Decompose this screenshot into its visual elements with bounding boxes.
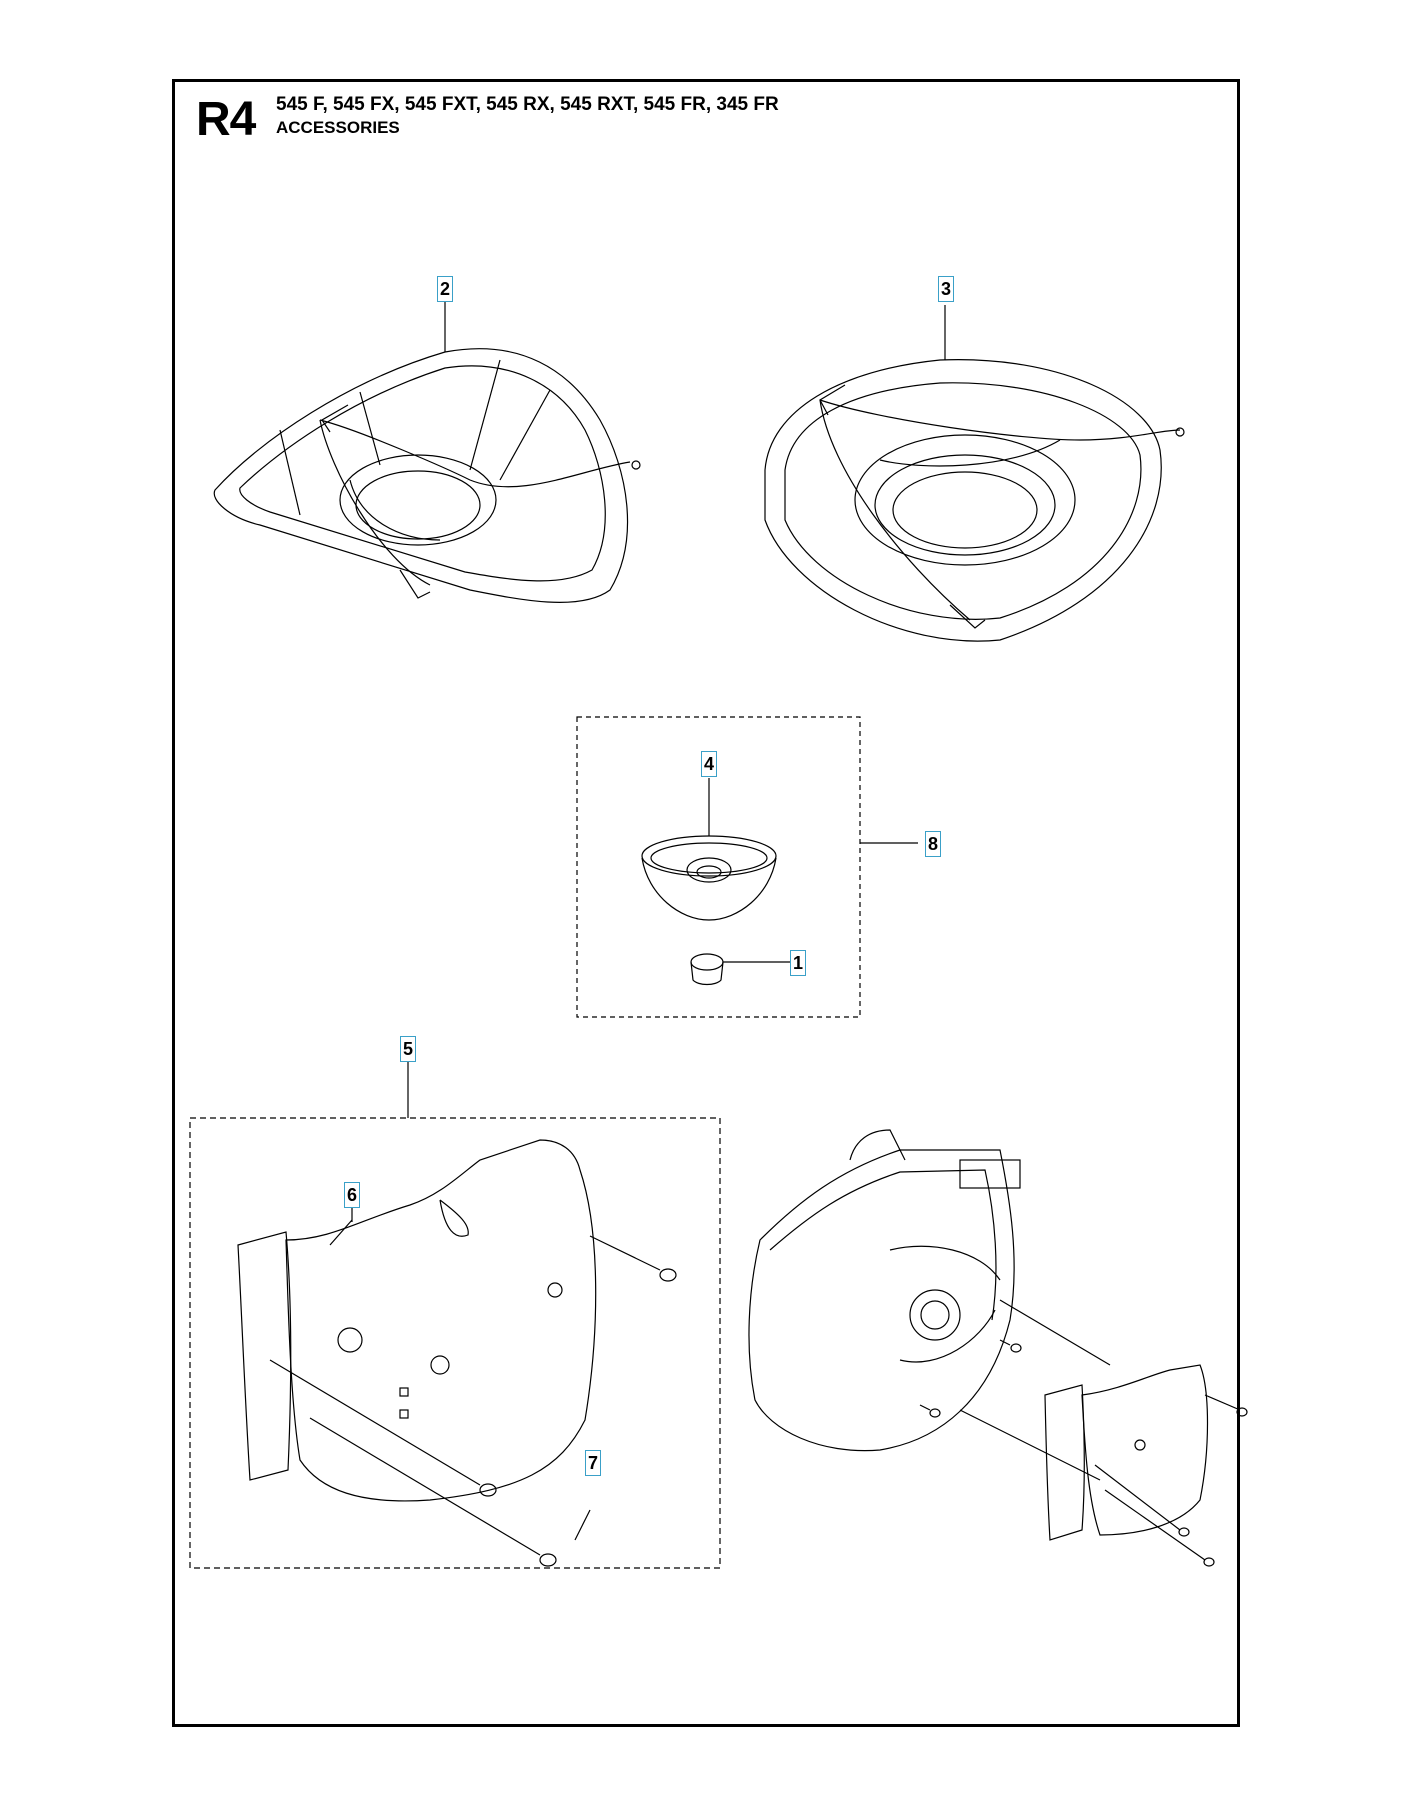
part-4-support-cup <box>642 778 776 920</box>
callout-5: 5 <box>400 1036 416 1062</box>
part-3-trimmer-guard <box>765 305 1184 641</box>
callout-2: 2 <box>437 276 453 302</box>
callout-6: 6 <box>344 1182 360 1208</box>
kit-8-box <box>577 717 860 1017</box>
section-subtitle: ACCESSORIES <box>276 118 400 137</box>
assembly-engine-view <box>749 1130 1247 1566</box>
part-1-nut <box>691 954 790 985</box>
callout-7: 7 <box>585 1450 601 1476</box>
section-code: R4 <box>196 93 256 146</box>
callout-4: 4 <box>701 751 717 777</box>
callout-8: 8 <box>925 831 941 857</box>
model-list: 545 F, 545 FX, 545 FXT, 545 RX, 545 RXT, 545 FR, 345 FR <box>276 94 779 115</box>
kit-5-box <box>190 1118 720 1568</box>
callout-1: 1 <box>790 950 806 976</box>
part-2-trimmer-guard <box>214 300 640 602</box>
part-7-screws <box>270 1236 676 1566</box>
callout-3: 3 <box>938 276 954 302</box>
